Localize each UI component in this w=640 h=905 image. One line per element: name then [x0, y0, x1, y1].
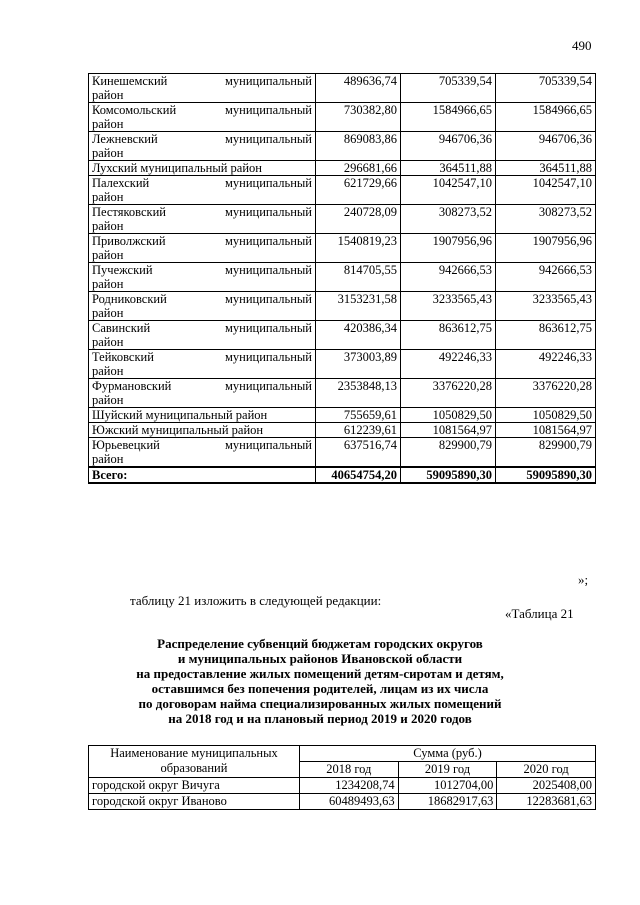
header-year-cell: 2020 год [497, 762, 596, 778]
row-name-part: муниципальный [225, 205, 312, 219]
value-cell: 705339,54 [496, 74, 596, 103]
row-name-part: муниципальный [225, 321, 312, 335]
closing-quote-mark: »; [578, 572, 589, 587]
value-cell: 814705,55 [316, 263, 401, 292]
table-row [89, 74, 596, 103]
row-name-part: Приволжский [92, 234, 166, 248]
table-row [89, 205, 596, 234]
row-name-part: муниципальный [225, 74, 312, 88]
table-row [89, 103, 596, 132]
value-cell: 829900,79 [496, 438, 596, 468]
row-name-part: муниципальный [225, 103, 312, 117]
row-name-part: муниципальный [225, 292, 312, 306]
table-row [89, 350, 596, 379]
value-cell: 863612,75 [401, 321, 496, 350]
value-cell: 1012704,00 [398, 778, 497, 794]
row-name-line [92, 74, 312, 88]
table-header-row [89, 746, 596, 762]
heading-line: и муниципальных районов Ивановской области [177, 651, 463, 666]
row-name-part: Родниковский [92, 292, 167, 306]
header-name-cell: Наименование муниципальных образований [89, 746, 300, 778]
row-name-line [92, 350, 312, 364]
table-row [89, 292, 596, 321]
row-name-line [92, 103, 312, 117]
value-cell: 942666,53 [401, 263, 496, 292]
table-heading [100, 636, 540, 726]
page-number: 490 [572, 38, 592, 53]
value-cell: 2025408,00 [497, 778, 596, 794]
row-name-line: район [92, 393, 124, 407]
total-label-cell: Всего: [89, 467, 316, 483]
heading-line: на предоставление жилых помещений детям-сиротам и детям, [136, 666, 504, 681]
total-value-cell: 59095890,30 [401, 467, 496, 483]
value-cell: 12283681,63 [497, 794, 596, 810]
value-cell: 420386,34 [316, 321, 401, 350]
value-cell: 946706,36 [401, 132, 496, 161]
row-name-part: Тейковский [92, 350, 154, 364]
value-cell: 829900,79 [401, 438, 496, 468]
value-cell: 308273,52 [401, 205, 496, 234]
table-row [89, 379, 596, 408]
value-cell: 1050829,50 [401, 408, 496, 423]
row-name-cell: Южский муниципальный район [89, 423, 316, 438]
row-name-cell [89, 74, 316, 103]
value-cell: 2353848,13 [316, 379, 401, 408]
row-name-line: район [92, 364, 124, 378]
table-row [89, 132, 596, 161]
value-cell: 1081564,97 [401, 423, 496, 438]
row-name-part: Кинешемский [92, 74, 168, 88]
value-cell: 946706,36 [496, 132, 596, 161]
row-name-line: район [92, 335, 124, 349]
row-name-part: муниципальный [225, 438, 312, 452]
value-cell: 60489493,63 [300, 794, 399, 810]
row-name-part: муниципальный [225, 234, 312, 248]
value-cell: 942666,53 [496, 263, 596, 292]
row-name-part: муниципальный [225, 263, 312, 277]
row-name-line: район [92, 146, 124, 160]
table-row [89, 408, 596, 423]
table-label: «Таблица 21 [505, 606, 574, 621]
value-cell: 1540819,23 [316, 234, 401, 263]
row-name-line [92, 176, 312, 190]
value-cell: 705339,54 [401, 74, 496, 103]
table-row [89, 263, 596, 292]
row-name-line [92, 438, 312, 452]
row-name-line: район [92, 452, 124, 466]
value-cell: 240728,09 [316, 205, 401, 234]
table-row [89, 794, 596, 810]
value-cell: 863612,75 [496, 321, 596, 350]
total-value-cell: 59095890,30 [496, 467, 596, 483]
row-name-cell [89, 205, 316, 234]
table-row [89, 234, 596, 263]
value-cell: 3233565,43 [401, 292, 496, 321]
row-name-cell: Шуйский муниципальный район [89, 408, 316, 423]
row-name-part: Пестяковский [92, 205, 166, 219]
heading-line: на 2018 год и на плановый период 2019 и 2020 годов [168, 711, 472, 726]
row-name-line [92, 292, 312, 306]
value-cell: 1042547,10 [496, 176, 596, 205]
value-cell: 364511,88 [496, 161, 596, 176]
heading-line: оставшимся без попечения родителей, лицам из их числа [151, 681, 489, 696]
row-name-line [92, 379, 312, 393]
value-cell: 492246,33 [496, 350, 596, 379]
value-cell: 730382,80 [316, 103, 401, 132]
row-name-cell: городской округ Вичуга [89, 778, 300, 794]
total-value-cell: 40654754,20 [316, 467, 401, 483]
row-name-line [92, 234, 312, 248]
table-row [89, 321, 596, 350]
row-name-part: Юрьевецкий [92, 438, 160, 452]
row-name-part: муниципальный [225, 176, 312, 190]
value-cell: 3376220,28 [401, 379, 496, 408]
row-name-cell [89, 263, 316, 292]
value-cell: 373003,89 [316, 350, 401, 379]
row-name-line: район [92, 306, 124, 320]
heading-line: Распределение субвенций бюджетам городских округов [157, 636, 483, 651]
row-name-cell: городской округ Иваново [89, 794, 300, 810]
row-name-cell [89, 379, 316, 408]
row-name-line: район [92, 88, 124, 102]
table-row [89, 161, 596, 176]
header-sum-cell: Сумма (руб.) [300, 746, 596, 762]
row-name-cell [89, 438, 316, 468]
row-name-cell: Лухский муниципальный район [89, 161, 316, 176]
row-name-part: муниципальный [225, 379, 312, 393]
value-cell: 3153231,58 [316, 292, 401, 321]
value-cell: 492246,33 [401, 350, 496, 379]
total-row [89, 467, 596, 483]
row-name-cell [89, 103, 316, 132]
row-name-part: Фурмановский [92, 379, 172, 393]
value-cell: 1907956,96 [401, 234, 496, 263]
value-cell: 364511,88 [401, 161, 496, 176]
subsidy-table-21 [88, 745, 596, 810]
row-name-cell [89, 321, 316, 350]
header-year-cell: 2018 год [300, 762, 399, 778]
value-cell: 1081564,97 [496, 423, 596, 438]
value-cell: 1584966,65 [401, 103, 496, 132]
value-cell: 755659,61 [316, 408, 401, 423]
row-name-part: муниципальный [225, 350, 312, 364]
value-cell: 637516,74 [316, 438, 401, 468]
row-name-line [92, 132, 312, 146]
row-name-line [92, 205, 312, 219]
row-name-line [92, 321, 312, 335]
header-year-cell: 2019 год [398, 762, 497, 778]
value-cell: 3233565,43 [496, 292, 596, 321]
row-name-part: Лежневский [92, 132, 158, 146]
row-name-line: район [92, 219, 124, 233]
value-cell: 1584966,65 [496, 103, 596, 132]
row-name-line: район [92, 190, 124, 204]
value-cell: 1050829,50 [496, 408, 596, 423]
row-name-cell [89, 234, 316, 263]
value-cell: 296681,66 [316, 161, 401, 176]
value-cell: 621729,66 [316, 176, 401, 205]
value-cell: 1907956,96 [496, 234, 596, 263]
value-cell: 18682917,63 [398, 794, 497, 810]
value-cell: 612239,61 [316, 423, 401, 438]
value-cell: 869083,86 [316, 132, 401, 161]
table-row [89, 176, 596, 205]
value-cell: 1234208,74 [300, 778, 399, 794]
value-cell: 489636,74 [316, 74, 401, 103]
row-name-part: муниципальный [225, 132, 312, 146]
heading-line: по договорам найма специализированных жилых помещений [138, 696, 502, 711]
row-name-line [92, 263, 312, 277]
row-name-cell [89, 132, 316, 161]
table-row [89, 438, 596, 468]
row-name-line: район [92, 248, 124, 262]
value-cell: 3376220,28 [496, 379, 596, 408]
row-name-part: Комсомольский [92, 103, 177, 117]
subsidy-table-continuation [88, 73, 596, 484]
row-name-part: Савинский [92, 321, 151, 335]
row-name-cell [89, 350, 316, 379]
amendment-instruction: таблицу 21 изложить в следующей редакции: [130, 593, 382, 608]
row-name-cell [89, 292, 316, 321]
table-row [89, 423, 596, 438]
row-name-line: район [92, 117, 124, 131]
row-name-part: Пучежский [92, 263, 153, 277]
value-cell: 308273,52 [496, 205, 596, 234]
table-row [89, 778, 596, 794]
value-cell: 1042547,10 [401, 176, 496, 205]
row-name-line: район [92, 277, 124, 291]
row-name-part: Палехский [92, 176, 150, 190]
row-name-cell [89, 176, 316, 205]
